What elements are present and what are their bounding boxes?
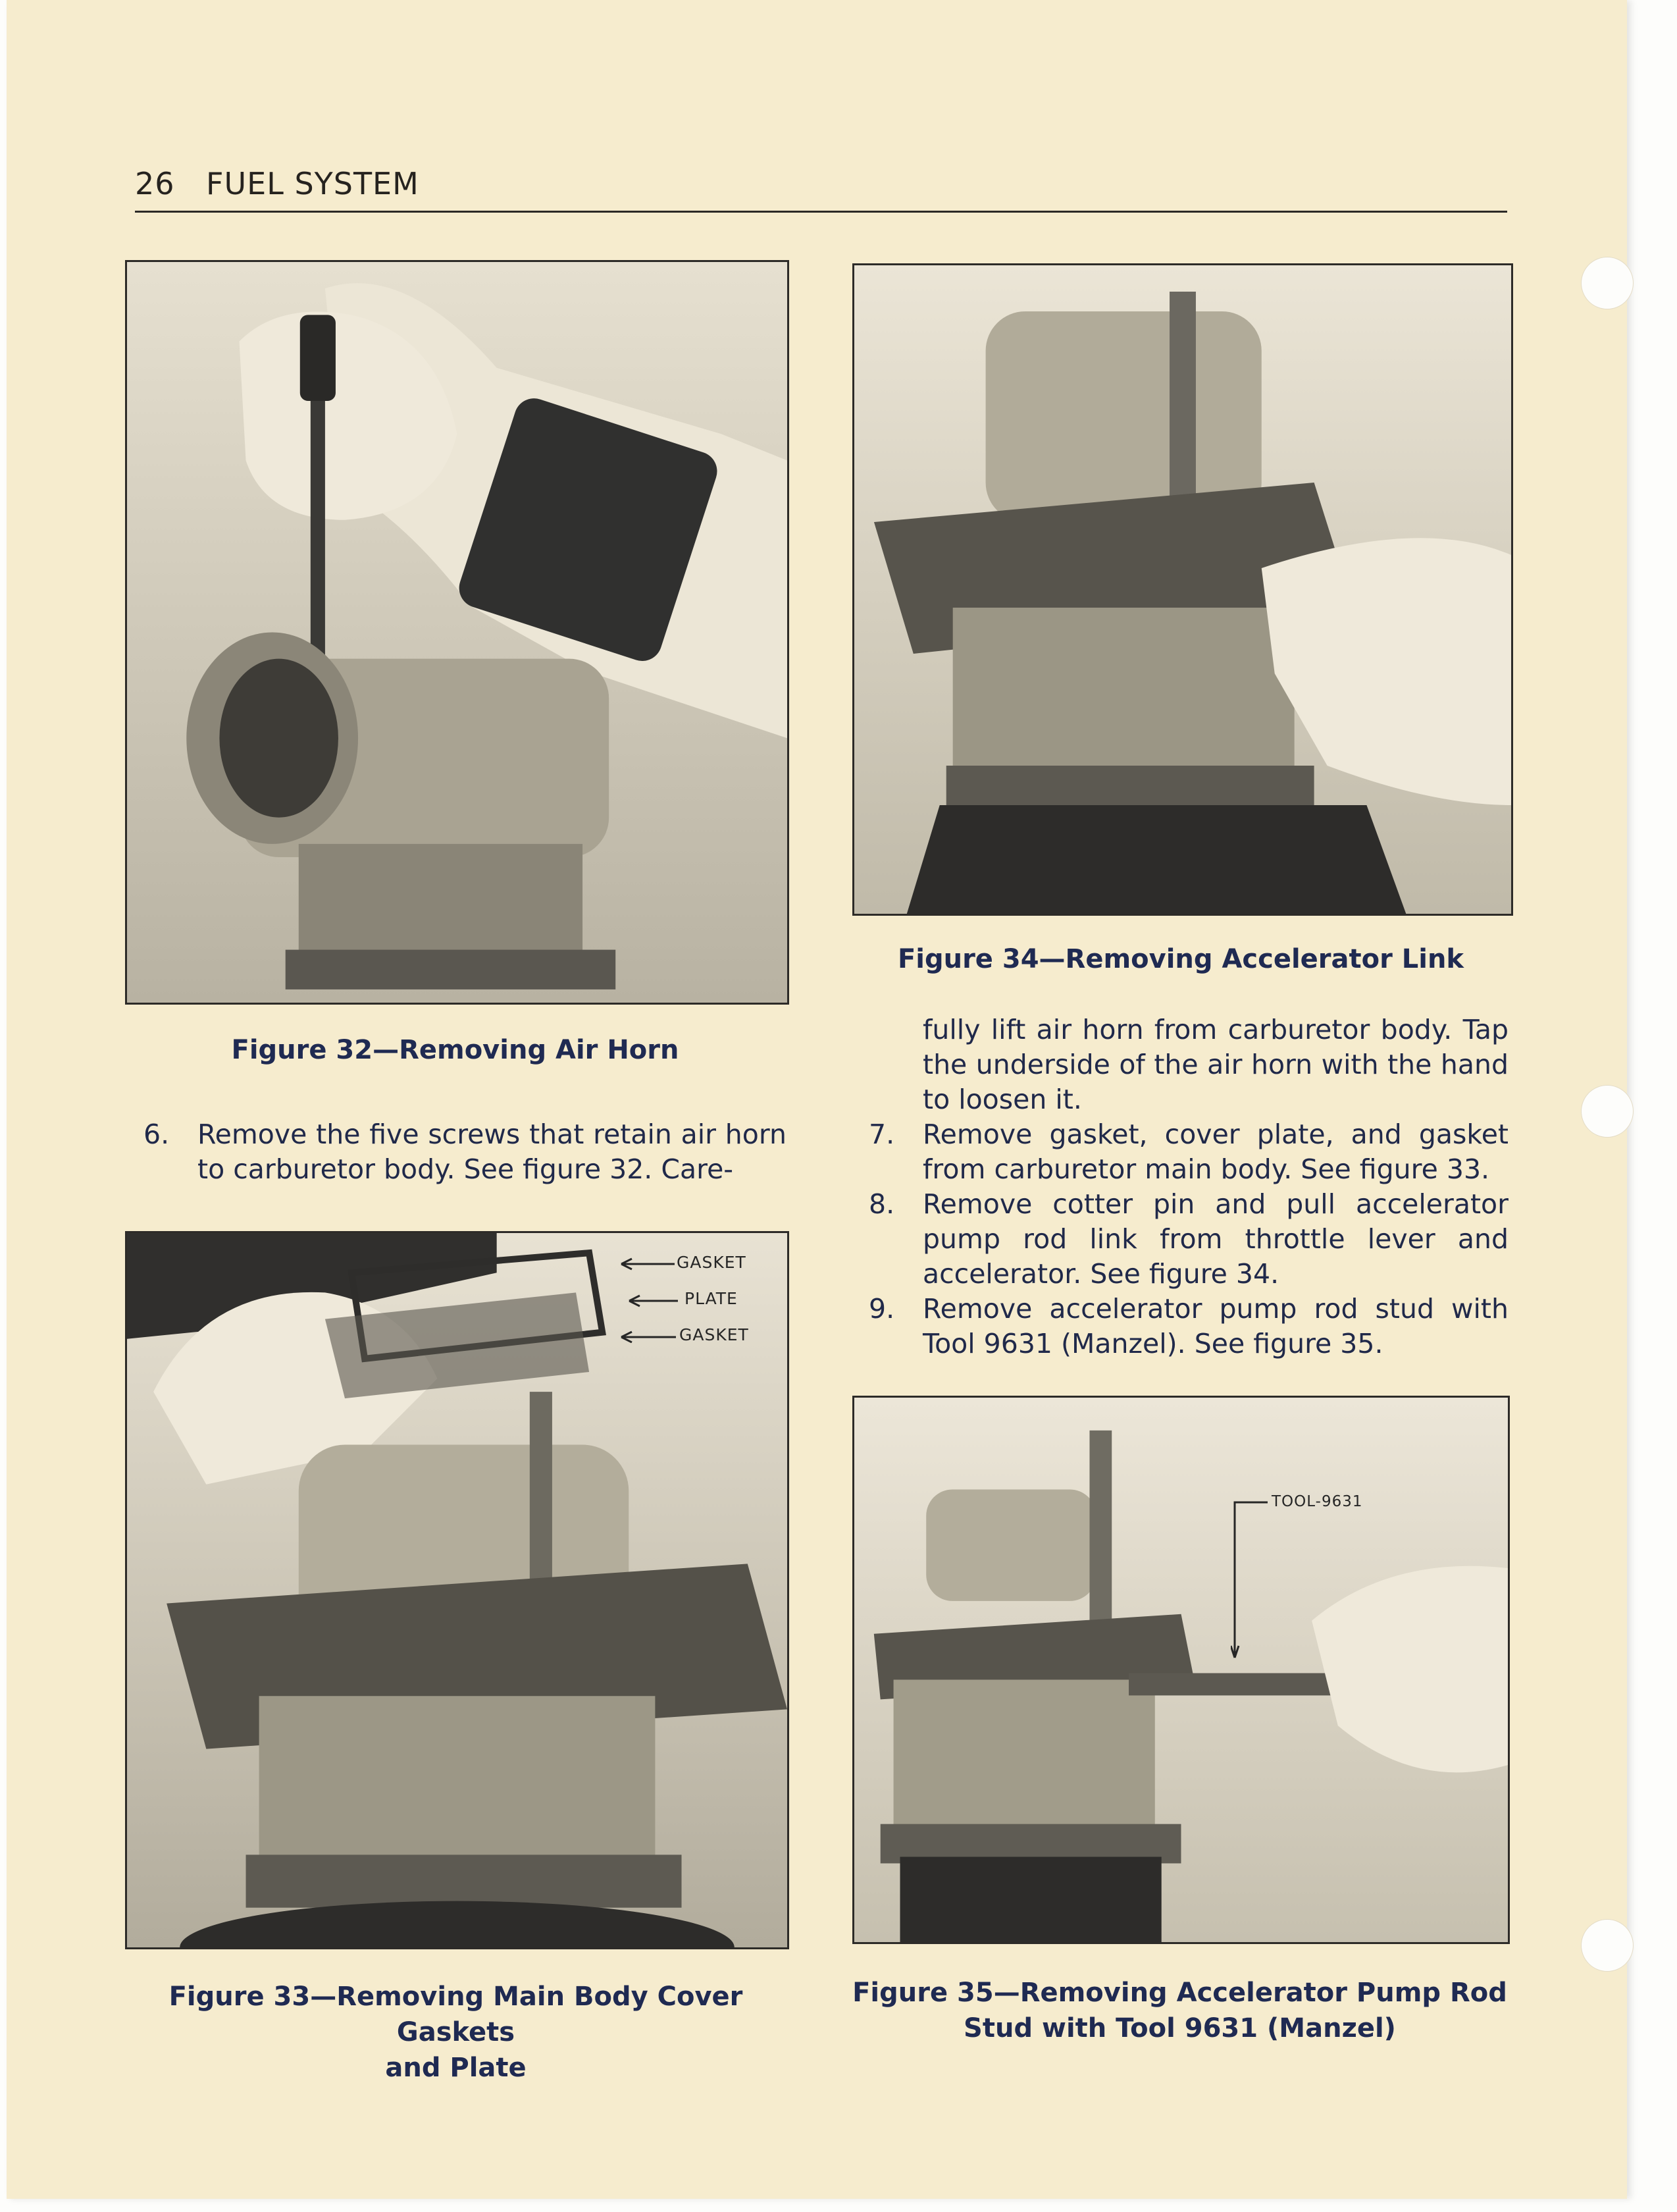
section-title: FUEL SYSTEM — [206, 166, 419, 201]
figure-32-photo — [125, 260, 789, 1005]
figure-35-photo — [852, 1396, 1510, 1944]
figure-34-photo — [852, 263, 1513, 916]
step-7-body: Remove gasket, cover plate, and gasket from carburetor main body. See figure 33. — [923, 1119, 1509, 1185]
step-9-number: 9. — [869, 1293, 895, 1325]
figure-33-caption-line-1: Figure 33—Removing Main Body Cover Gaskets — [168, 1982, 743, 2047]
figure-35-callout-line — [1231, 1500, 1270, 1664]
callout-gasket-top: GASKET — [677, 1253, 746, 1272]
step-8-number: 8. — [869, 1188, 895, 1220]
right-column-text — [864, 1013, 1509, 1361]
figure-35-caption-line-1: Figure 35—Removing Accelerator Pump Rod — [852, 1978, 1507, 2008]
step-6 — [138, 1117, 787, 1187]
step-9-body: Remove accelerator pump rod stud with Tool 9631 (Manzel). See figure 35. — [923, 1293, 1509, 1359]
figure-34-caption: Figure 34—Removing Accelerator Link — [897, 944, 1464, 974]
continuation-body: fully lift air horn from carburetor body. Tap the underside of the air horn with the hand to loosen it. — [923, 1014, 1509, 1115]
step-7 — [864, 1117, 1509, 1187]
binder-hole-middle — [1581, 1085, 1634, 1138]
figure-35-caption — [842, 1975, 1517, 2046]
step-8-body: Remove cotter pin and pull accelerator pump rod link from throttle lever and accelerator. See figure 34. — [923, 1188, 1509, 1290]
manual-page — [7, 0, 1627, 2199]
step-8 — [864, 1187, 1509, 1292]
callout-gasket-bottom: GASKET — [679, 1325, 749, 1344]
step-6-body: Remove the five screws that retain air horn to carburetor body. See figure 32. Care- — [197, 1119, 787, 1185]
page-header — [135, 163, 1507, 213]
figure-33-callout-arrows — [612, 1251, 678, 1343]
callout-tool-9631: TOOL-9631 — [1272, 1493, 1363, 1510]
figure-32-caption: Figure 32—Removing Air Horn — [231, 1035, 679, 1065]
step-7-number: 7. — [869, 1119, 895, 1150]
step-9 — [864, 1292, 1509, 1361]
page-number: 26 — [135, 166, 175, 201]
callout-plate: PLATE — [684, 1289, 738, 1308]
step-6-text — [138, 1117, 787, 1187]
binder-hole-bottom — [1581, 1919, 1634, 1972]
continuation-paragraph — [864, 1013, 1509, 1117]
figure-35-caption-line-2: Stud with Tool 9631 (Manzel) — [964, 2013, 1396, 2043]
step-6-number: 6. — [143, 1119, 170, 1150]
figure-33-caption-line-2: and Plate — [385, 2053, 527, 2083]
binder-hole-top — [1581, 257, 1634, 309]
figure-33-caption — [115, 1979, 796, 2086]
